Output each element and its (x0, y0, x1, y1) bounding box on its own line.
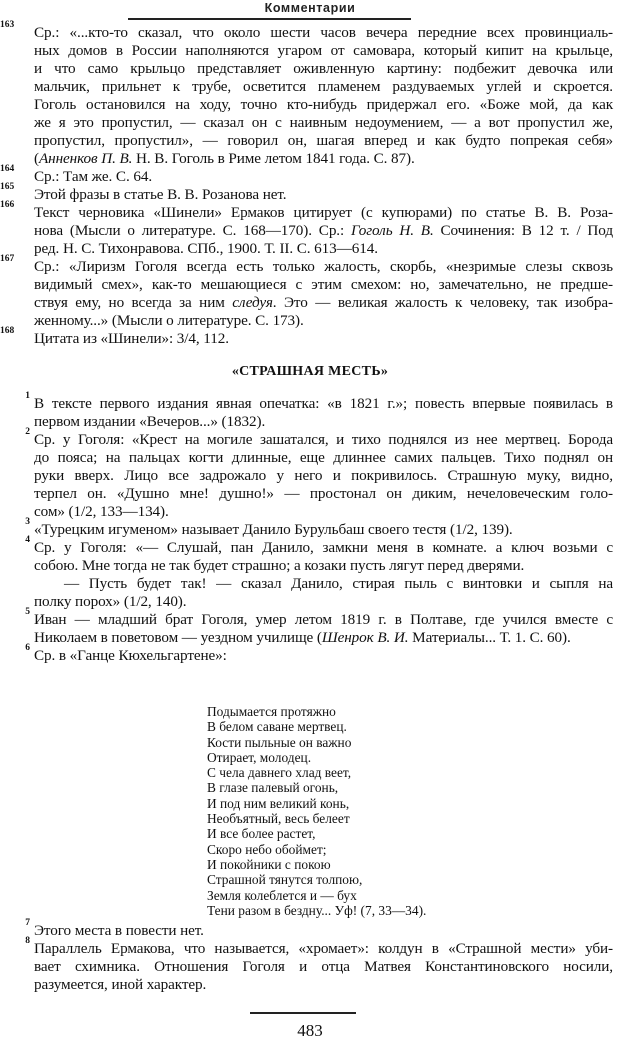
text-segment: первом издании «Вечеров...» (1832). (34, 413, 266, 430)
footnote (0, 936, 620, 994)
header-rule (128, 18, 411, 20)
footnote-number: 168 (0, 326, 15, 336)
poem-line: В белом саване мертвец. (207, 719, 347, 735)
footnote-line (34, 431, 613, 449)
footnote-line (34, 114, 613, 132)
footnote-line (34, 42, 613, 60)
text-segment: видимый смех», как-то мешающиеся с этим смехом: но, замечательно, не предше- (34, 276, 613, 293)
footnote-line (34, 611, 613, 629)
footnote (0, 20, 620, 168)
footnote-number: 165 (0, 182, 15, 192)
italic-citation: следуя (232, 294, 273, 311)
footnote-number: 163 (0, 20, 15, 30)
text-segment: Ср. у Гоголя: «Крест на могиле зашатался, и тихо поднялся из нее мертвец. Борода (34, 431, 613, 448)
footnote-number: 167 (0, 254, 15, 264)
text-segment: Ср.: «...кто-то сказал, что около шести часов вечера передние всех провинциаль- (34, 24, 613, 41)
footnote-line (34, 539, 613, 557)
footnote-line (34, 294, 613, 312)
text-segment: «Турецким игуменом» называет Данило Бурульбаш своего тестя (1/2, 139). (34, 521, 513, 538)
poem-line: Тени разом в бездну... Уф! (7, 33—34). (207, 902, 427, 918)
footnote-line (34, 168, 613, 186)
footnote-line (34, 575, 613, 593)
text-segment: сом» (1/2, 133—134). (34, 503, 169, 520)
footnote-line (34, 940, 613, 958)
text-segment: пропустил, пропустил», — говорил он, шагая вперед и как будто попрекая себя» (34, 132, 613, 149)
footnote-line (34, 449, 613, 467)
footnote-line (34, 958, 613, 976)
poem-line: Земля колеблется и — бух (207, 887, 357, 903)
footnote-line (34, 96, 613, 114)
footnote-line (34, 593, 613, 611)
footnote-number: 4 (25, 535, 30, 545)
footnote-line (34, 240, 613, 258)
footnote-line (34, 922, 613, 940)
text-segment: до пояса; на пальцах когти длинные, еще длиннее самих пальцев. Тихо поднял он (34, 449, 613, 466)
notes-block-bottom (0, 918, 620, 994)
poem-line: В глазе палевый огонь, (207, 780, 339, 796)
footnote-line (34, 521, 613, 539)
text-segment: ( (34, 150, 39, 167)
footnote-line (34, 629, 613, 647)
text-segment: — Пусть будет так! — сказал Данило, стирая пыль с винтовки и сыпля на (64, 575, 613, 592)
section-title: «СТРАШНАЯ МЕСТЬ» (231, 364, 389, 379)
notes-block-top (0, 20, 620, 348)
poem-quote (207, 704, 426, 918)
text-segment: собою. Мне тогда не так будет страшно; а козаки пусть лягут перед дверями. (34, 557, 525, 574)
text-segment: ных домов в России наполняются угаром от самовара, который кипит на крыльце, (34, 42, 613, 59)
text-segment: разумеется, иной характер. (34, 976, 207, 993)
footnote-line (34, 186, 613, 204)
footnote-line (34, 78, 613, 96)
poem-line: С чела давнего хлад веет, (207, 765, 352, 781)
text-segment: Ср. у Гоголя: «— Слушай, пан Данило, замкни меня в комнате. а ключ возьми с (34, 539, 613, 556)
footnote-line (34, 395, 613, 413)
footnote-line (34, 503, 613, 521)
text-segment: . Это — великая жалость к человеку, так изобра- (272, 294, 613, 311)
footnote-line (34, 557, 613, 575)
text-segment: женному...» (Мысли о литературе. С. 173). (34, 312, 304, 329)
running-head: Комментарии (264, 1, 356, 15)
poem-line: И все более растет, (207, 826, 316, 842)
poem-line: Скоро небо обоймет; (207, 841, 327, 857)
footnote-line (34, 258, 613, 276)
footnote-line (34, 276, 613, 294)
poem-line: И под ним великий конь, (207, 795, 350, 811)
footnote (0, 200, 620, 258)
footnote-number: 6 (25, 643, 30, 653)
footnote-line (34, 467, 613, 485)
text-segment: Материалы... Т. 1. С. 60). (408, 629, 571, 646)
footnote-line (34, 976, 613, 994)
footnote-line (34, 204, 613, 222)
poem-line: Кости пыльные он важно (207, 734, 352, 750)
text-segment: Этого места в повести нет. (34, 922, 204, 939)
text-segment: Параллель Ермакова, что называется, «хромает»: колдун в «Страшной мести» уби- (34, 940, 613, 957)
text-segment: ствуя ему, но всегда за ним (34, 294, 233, 311)
footnote (0, 535, 620, 611)
text-segment: Цитата из «Шинели»: 3/4, 112. (34, 330, 229, 347)
footnote (0, 254, 620, 330)
text-segment: Гоголь остановился на ходу, точно кто-нибудь придержал его. «Боже мой, да как (34, 96, 613, 113)
text-segment: руки вверх. Лицо все задрожало у него и покривилось. Страшную муку, видно, (34, 467, 613, 484)
text-segment: В тексте первого издания явная опечатка: «в 1821 г.»; повесть впервые появилась в (34, 395, 613, 412)
footnote-number: 1 (25, 391, 30, 401)
text-segment: полку порох» (1/2, 140). (34, 593, 187, 610)
footnote (0, 391, 620, 431)
footnote (0, 427, 620, 521)
footnote-number: 5 (25, 607, 30, 617)
footer-rule (250, 1012, 356, 1014)
footnote-line (34, 150, 613, 168)
footnote-line (34, 330, 613, 348)
footnote (0, 643, 620, 665)
footnote-line (34, 413, 613, 431)
poem-line: Подымается протяжно (207, 704, 336, 719)
footnote-line (34, 60, 613, 78)
footnote-number: 166 (0, 200, 15, 210)
footnote (0, 182, 620, 204)
footnote-line (34, 485, 613, 503)
footnote (0, 164, 620, 186)
italic-citation: Гоголь Н. В. (350, 222, 434, 239)
footnote (0, 607, 620, 647)
footnote (0, 517, 620, 539)
footnote-number: 3 (25, 517, 30, 527)
footnote-number: 2 (25, 427, 30, 437)
text-segment: Николаем в поветовом — уездном училище ( (34, 629, 322, 646)
footnote-line (34, 24, 613, 42)
footnote-number: 164 (0, 164, 15, 174)
poem-line: Необъятный, весь белеет (207, 811, 350, 827)
footnote (0, 326, 620, 348)
text-segment: и что само крыльцо представляет оживленную картину: подбежит девочка или (34, 60, 613, 77)
footnote-line (34, 222, 613, 240)
text-segment: Н. В. Гоголь в Риме летом 1841 года. С. 87). (132, 150, 415, 167)
footnote-line (34, 647, 613, 665)
text-segment: нова (Мысли о литературе. С. 168—170). Ср.: (34, 222, 351, 239)
text-segment: Этой фразы в статье В. В. Розанова нет. (34, 186, 287, 203)
text-segment: Текст черновика «Шинели» Ермаков цитирует (с купюрами) по статье В. В. Роза- (34, 204, 613, 221)
text-segment: Сочинения: В 12 т. / Под (433, 222, 613, 239)
text-segment: Иван — младший брат Гоголя, умер летом 1819 г. в Полтаве, где учился вместе с (34, 611, 613, 628)
text-segment: Ср.: «Лиризм Гоголя всегда есть только жалость, скорбь, «незримые слезы сквозь (34, 258, 613, 275)
poem-line: И покойники с покою (207, 856, 331, 872)
poem-line: Страшной тянутся толпою, (207, 872, 363, 888)
text-segment: Ср. в «Ганце Кюхельгартене»: (34, 647, 227, 664)
footnote (0, 918, 620, 940)
footnote-line (34, 132, 613, 150)
footnote-number: 8 (25, 936, 30, 946)
poem-line: Отирает, молодец. (207, 749, 312, 765)
text-segment: вает схимника. Отношения Гоголя и отца Матвея Константиновского носили, (34, 958, 613, 975)
italic-citation: Анненков П. В. (38, 150, 133, 167)
footnote-line (34, 312, 613, 330)
page-number: 483 (297, 1021, 323, 1040)
text-segment: терпел он. «Душно мне! душно!» — простонал он диким, нечеловеческим голо- (34, 485, 613, 502)
text-segment: Ср.: Там же. С. 64. (34, 168, 153, 185)
notes-block-middle (0, 391, 620, 665)
italic-citation: Шенрок В. И. (321, 629, 409, 646)
text-segment: мальчик, прильнет к трубе, осветится пламенем раздуваемых углей и скроется. (34, 78, 613, 95)
footnote-number: 7 (25, 918, 30, 928)
text-segment: же я это пропустил, — сказал он с наивным недоумением, — а вот пропустил же, (34, 114, 613, 131)
text-segment: ред. Н. С. Тихонравова. СПб., 1900. Т. II. С. 613—614. (34, 240, 378, 257)
